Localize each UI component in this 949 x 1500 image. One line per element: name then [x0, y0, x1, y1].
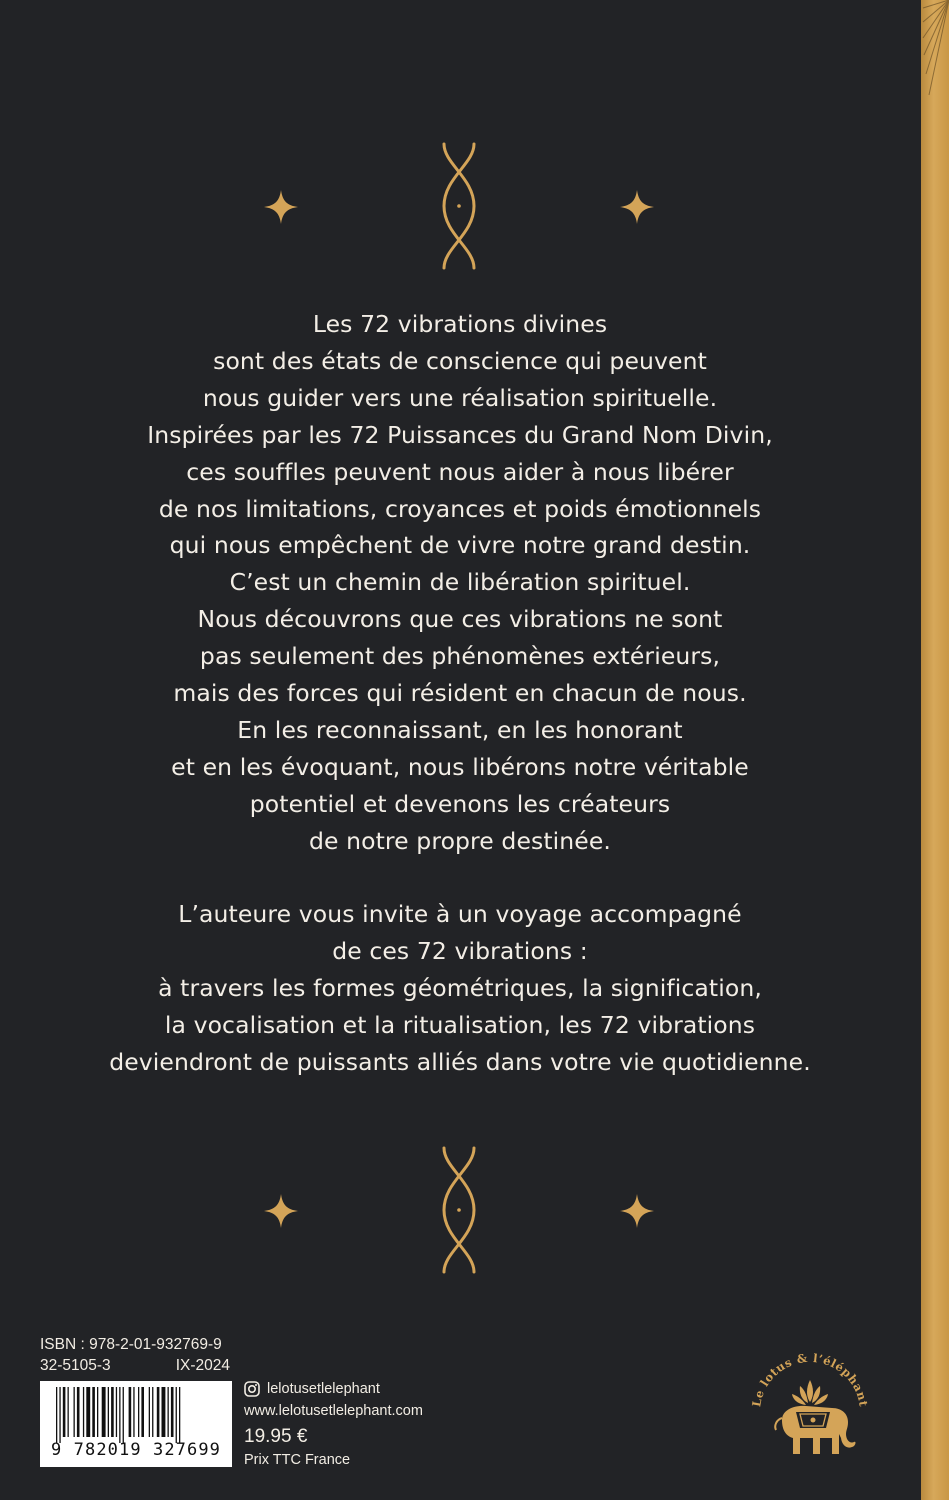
barcode-bar	[152, 1387, 153, 1437]
barcode-bar	[149, 1387, 150, 1437]
barcode-bar	[157, 1387, 160, 1437]
description-line: ces souffles peuvent nous aider à nous libérer	[186, 457, 734, 486]
description-line: de nos limitations, croyances et poids émotionnels	[158, 494, 762, 523]
barcode-bar	[97, 1387, 98, 1437]
isbn-block	[40, 1334, 230, 1376]
back-cover-description	[40, 306, 880, 1081]
description-line: Les 72 vibrations divines	[312, 310, 608, 338]
description-line: la vocalisation et la ritualisation, les 72 vibrations	[164, 1011, 756, 1040]
barcode-bar	[138, 1387, 139, 1437]
website-link[interactable]: www.lelotusetlelephant.com	[244, 1403, 423, 1419]
price-note: Prix TTC France	[244, 1452, 351, 1468]
description-line: qui nous empêchent de vivre notre grand destin.	[169, 531, 751, 560]
description-line: de notre propre destinée.	[309, 826, 611, 855]
double-helix-icon	[436, 140, 482, 272]
barcode-digits: 9 782019 327699	[50, 1440, 222, 1460]
barcode-bar	[179, 1387, 180, 1443]
barcode-bar	[102, 1387, 106, 1437]
barcode-bar	[141, 1387, 144, 1437]
barcode-bar	[168, 1387, 169, 1437]
product-code: 32-5105-3	[40, 1357, 111, 1374]
barcode-bar	[133, 1387, 134, 1437]
description-paragraph-2	[40, 896, 880, 1081]
description-line: L’auteure vous invite à un voyage accompagné	[178, 900, 742, 929]
description-line: de ces 72 vibrations :	[332, 937, 588, 966]
barcode-bar	[129, 1387, 132, 1437]
description-line: C’est un chemin de libération spirituel.	[229, 568, 691, 597]
description-line: deviendront de puissants alliés dans votre vie quotidienne.	[109, 1048, 811, 1077]
publisher-logo-text: Le lotus & l’éléphant	[749, 1350, 871, 1408]
barcode-bar	[171, 1387, 174, 1437]
publisher-info	[244, 1378, 423, 1470]
edition-code: IX-2024	[175, 1357, 230, 1374]
four-point-star-icon	[264, 1194, 298, 1228]
barcode-bar	[92, 1387, 95, 1437]
double-helix-icon	[436, 1144, 482, 1276]
four-point-star-icon	[620, 1194, 654, 1228]
description-line: sont des états de conscience qui peuvent	[213, 346, 707, 375]
barcode-bar	[74, 1387, 75, 1437]
description-line: En les reconnaissant, en les honorant	[237, 715, 683, 744]
description-line: potentiel et devenons les créateurs	[249, 789, 671, 818]
price: 19.95 €	[244, 1426, 308, 1447]
barcode-bar	[59, 1387, 60, 1443]
cover-spine-edge	[921, 0, 949, 1500]
description-line: mais des forces qui résident en chacun de nous.	[173, 679, 747, 708]
elephant-lotus-logo-icon	[746, 1350, 874, 1462]
barcode-bar	[162, 1387, 166, 1437]
barcode-bar	[119, 1387, 120, 1443]
description-line: Nous découvrons que ces vibrations ne sont	[197, 605, 723, 634]
instagram-icon	[244, 1381, 260, 1397]
barcode-bar	[68, 1387, 69, 1437]
barcode-bar	[108, 1387, 109, 1437]
barcode-bar	[56, 1387, 57, 1443]
description-paragraph-1	[40, 306, 880, 860]
barcode-bar	[86, 1387, 90, 1437]
barcode-bar	[77, 1387, 80, 1437]
description-line: et en les évoquant, nous libérons notre véritable	[171, 752, 749, 781]
barcode-bars	[40, 1381, 232, 1443]
four-point-star-icon	[620, 190, 654, 224]
barcode	[40, 1381, 232, 1467]
barcode-bar	[83, 1387, 84, 1437]
barcode-bar	[116, 1387, 117, 1437]
isbn-number: ISBN : 978-2-01-932769-9	[40, 1336, 222, 1353]
description-line: nous guider vers une réalisation spirituelle.	[202, 383, 718, 412]
instagram-handle[interactable]: lelotusetlelephant	[267, 1381, 380, 1397]
four-point-star-icon	[264, 190, 298, 224]
barcode-bar	[111, 1387, 114, 1437]
description-line: Inspirées par les 72 Puissances du Grand Nom Divin,	[147, 420, 773, 449]
barcode-bar	[176, 1387, 177, 1443]
description-line: à travers les formes géométriques, la signification,	[158, 974, 762, 1003]
barcode-bar	[123, 1387, 124, 1443]
barcode-bar	[63, 1387, 66, 1437]
sunburst-rays-icon	[921, 0, 949, 110]
description-line: pas seulement des phénomènes extérieurs,	[199, 642, 721, 671]
